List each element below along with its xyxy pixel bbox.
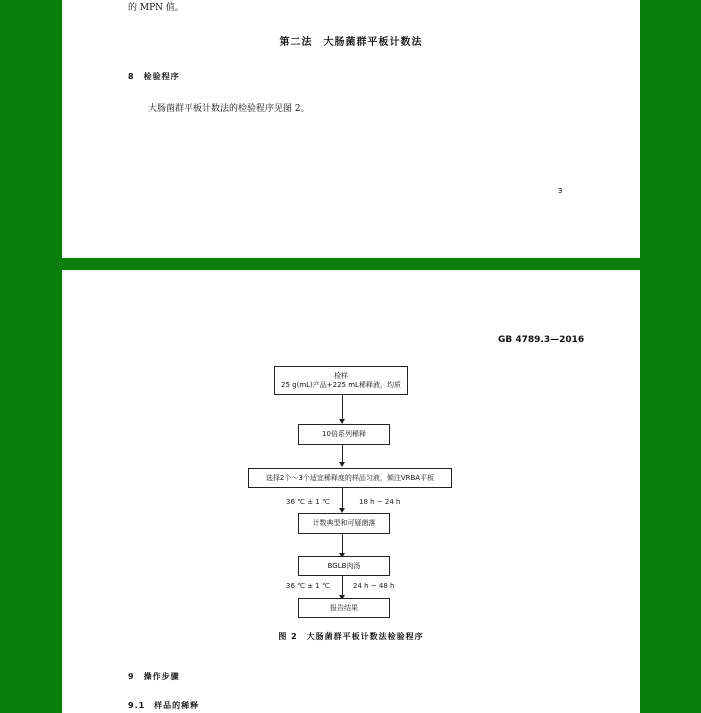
incubation-time-2: 24 h ~ 48 h	[353, 582, 395, 590]
flow-connector	[342, 445, 343, 463]
top-text: 的 MPN 值。	[128, 3, 184, 13]
section-9-1-heading: 9.1 样品的稀释	[128, 701, 200, 710]
incubation-temp-1: 36 ℃ ± 1 ℃	[286, 498, 330, 506]
incubation-time-1: 18 h ~ 24 h	[359, 498, 401, 506]
flow-connector	[342, 534, 343, 554]
section-8-heading: 8 检验程序	[128, 72, 180, 81]
flow-connector	[342, 488, 343, 509]
standard-code: GB 4789.3—2016	[498, 335, 585, 345]
method-title: 第二法 大肠菌群平板计数法	[279, 37, 423, 48]
flow-box-pour-plate: 选择2个～3个适宜稀释度的样品匀液，倾注VRBA平板	[248, 468, 452, 488]
flow-box-bglb-broth: BGLB肉汤	[298, 556, 390, 576]
incubation-temp-2: 36 ℃ ± 1 ℃	[286, 582, 330, 590]
document-page-1	[62, 0, 640, 258]
section-8-body: 大肠菌群平板计数法的检验程序见图 2。	[148, 104, 310, 114]
document-page-2	[62, 270, 640, 713]
arrow-down-icon	[339, 462, 345, 467]
section-9-heading: 9 操作步骤	[128, 672, 180, 681]
flow-connector	[342, 395, 343, 420]
flow-box-sampling	[274, 366, 408, 395]
flow-box-report: 报告结果	[298, 598, 390, 618]
flow-box-sampling-desc: 25 g(mL)产品+225 mL稀释液，均质	[281, 380, 401, 389]
flow-box-dilution: 10倍系列稀释	[298, 424, 390, 445]
flow-box-colony-count: 计数典型和可疑菌落	[298, 513, 390, 534]
flow-box-sampling-title: 检样	[334, 371, 348, 380]
figure-caption: 图 2 大肠菌群平板计数法检验程序	[278, 632, 424, 641]
flow-connector	[342, 576, 343, 596]
page-number: 3	[558, 187, 563, 195]
